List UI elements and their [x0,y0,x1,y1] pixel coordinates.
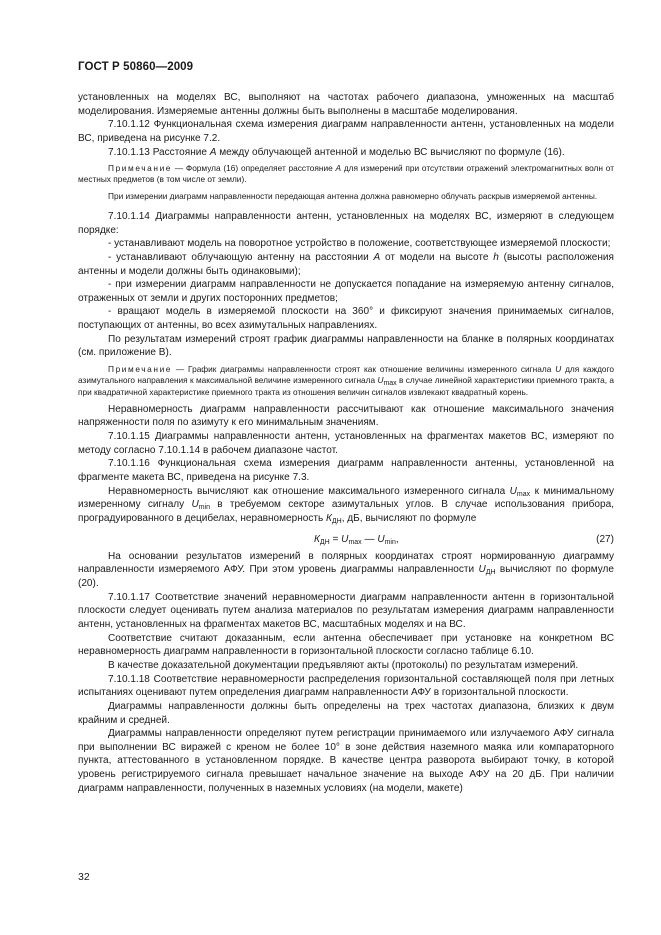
page-number: 32 [78,871,90,883]
paragraph: 7.10.1.18 Соответствие неравномерности распределения горизонтальной составляющей поля при летных испытаниях оценивают путем определения диаграмм направленности АФУ в горизонтальной плоскости. [78,673,614,699]
paragraph: 7.10.1.13 Расстояние А между облучающей антенной и моделью ВС вычисляют по формуле (16). [108,146,565,158]
paragraph: По результатам измерений строят график диаграммы направленности на бланке в полярных координатах (см. приложение В). [78,333,614,359]
page-header: ГОСТ Р 50860—2009 [78,61,194,73]
paragraph: Соответствие считают доказанным, если антенна обеспечивает при установке на конкретном ВС неравномерность диаграмм направленности в горизонтальной плоскости согласно таблице 6.10. [78,632,614,658]
paragraph: В качестве доказательной документации предъявляют акты (протоколы) по результатам измерений. [108,659,579,671]
list-item: - вращают модель в измеряемой плоскости на 360° и фиксируют значения принимаемых сигналов, поступающих от антенны, во всех азимутальных направлениях. [78,306,614,332]
paragraph: На основании результатов измерений в полярных координатах строят нормированную диаграмму направленности измеряемого АФУ. При этом уровень диаграммы направленности $U_{ДН}$ вычисляют по формуле (20). [78,550,615,589]
paragraph: Диаграммы направленности должны быть определены на трех частотах диапазона, близких к двум крайним и средней. [78,700,614,726]
paragraph: Диаграммы направленности определяют путем регистрации принимаемого или излучаемого АФУ сигнала при выполнении ВС виражей с креном не более 10° в зоне действия наземного маяка или компараторного пункта, аттестованного в установленном порядке. В качестве центра разворота выбирают точку, в которой уровень регистрируемого сигнала превышает начальное значение на выходе АФУ на 20 дБ. При наличии диаграмм направленности, полученных в наземных условиях (на модели, макете) [78,728,614,794]
paragraph: 7.10.1.16 Функциональная схема измерения диаграмм направленности антенны, установленной на фрагменте макета ВС, приведена на рисунке 7.3. [78,458,614,483]
paragraph: 7.10.1.12 Функциональная схема измерения диаграмм направленности антенн, установленных на модели ВС, приведена на рисунке 7.2. [78,119,614,144]
note-continuation: При измерении диаграмм направленности передающая антенна должна равномерно облучать раскрыв измеряемой антенны. [108,190,598,201]
note: Примечание — График диаграммы направленности строят как отношение величины измеренного сигнала U для каждого азимутального направления к максимальной величине измеренного сигнала $U_{max}$ в случае линейной характеристики приемного тракта, а при квадратичной характеристике приемного тракта из отношения величин сигналов извлекают квадратный корень. [78,364,614,397]
list-item: - устанавливают облучающую антенну на расстоянии А от модели на высоте h (высоты расположения антенны и модели должны быть одинаковыми); [78,251,614,277]
document-body [78,91,614,795]
paragraph: установленных на моделях ВС, выполняют на частотах рабочего диапазона, умноженных на масштаб моделирования. Измеряемые антенны должны быть выполнены в масштабе моделирования. [78,92,614,117]
paragraph: Неравномерность вычисляют как отношение максимального измеренного сигнала $U_{max}$ к минимальному измеренному сигналу $U_{min}$ в требуемом секторе азимутальных углов. В случае использования прибора, проградуированного в децибелах, неравномерность $К_{ДН}$, дБ, вычисляют по формуле [78,485,614,525]
list-item: - при измерении диаграмм направленности не допускается попадание на измеряемую антенну сигналов, отраженных от земли и других посторонних предметов; [78,279,614,304]
list-item: - устанавливают модель на поворотное устройство в положение, соответствующее измеряемой плоскости; [108,238,611,250]
formula-expression: $К_{ДН} = U_{max}$ — $U_{min}$, [314,533,399,546]
note-label: Примечание [108,163,173,174]
paragraph: 7.10.1.15 Диаграммы направленности антенн, установленных на фрагментах макетов ВС, измеряют по методу согласно 7.10.1.14 в рабочем диапазоне частот. [78,431,614,456]
note-label: Примечание [108,364,173,375]
formula-number: (27) [596,533,614,545]
note: Примечание — Формула (16) определяет расстояние А для измерений при отсутствии отражений электромагнитных волн от местных предметов (в том числе от земли). [78,163,614,185]
formula-27 [78,533,614,547]
paragraph: Неравномерность диаграмм направленности рассчитывают как отношение максимального значения напряженности поля по азимуту к его минимальным значениям. [78,403,614,429]
paragraph: 7.10.1.14 Диаграммы направленности антенн, установленных на моделях ВС, измеряют в следующем порядке: [78,210,614,236]
paragraph: 7.10.1.17 Соответствие значений неравномерности диаграмм направленности антенн в горизонтальной плоскости следует оценивать путем анализа материалов по результатам измерения диаграмм направленности антенн, установленных на фрагментах макетов ВС, масштабных моделях и на ВС. [78,591,614,630]
